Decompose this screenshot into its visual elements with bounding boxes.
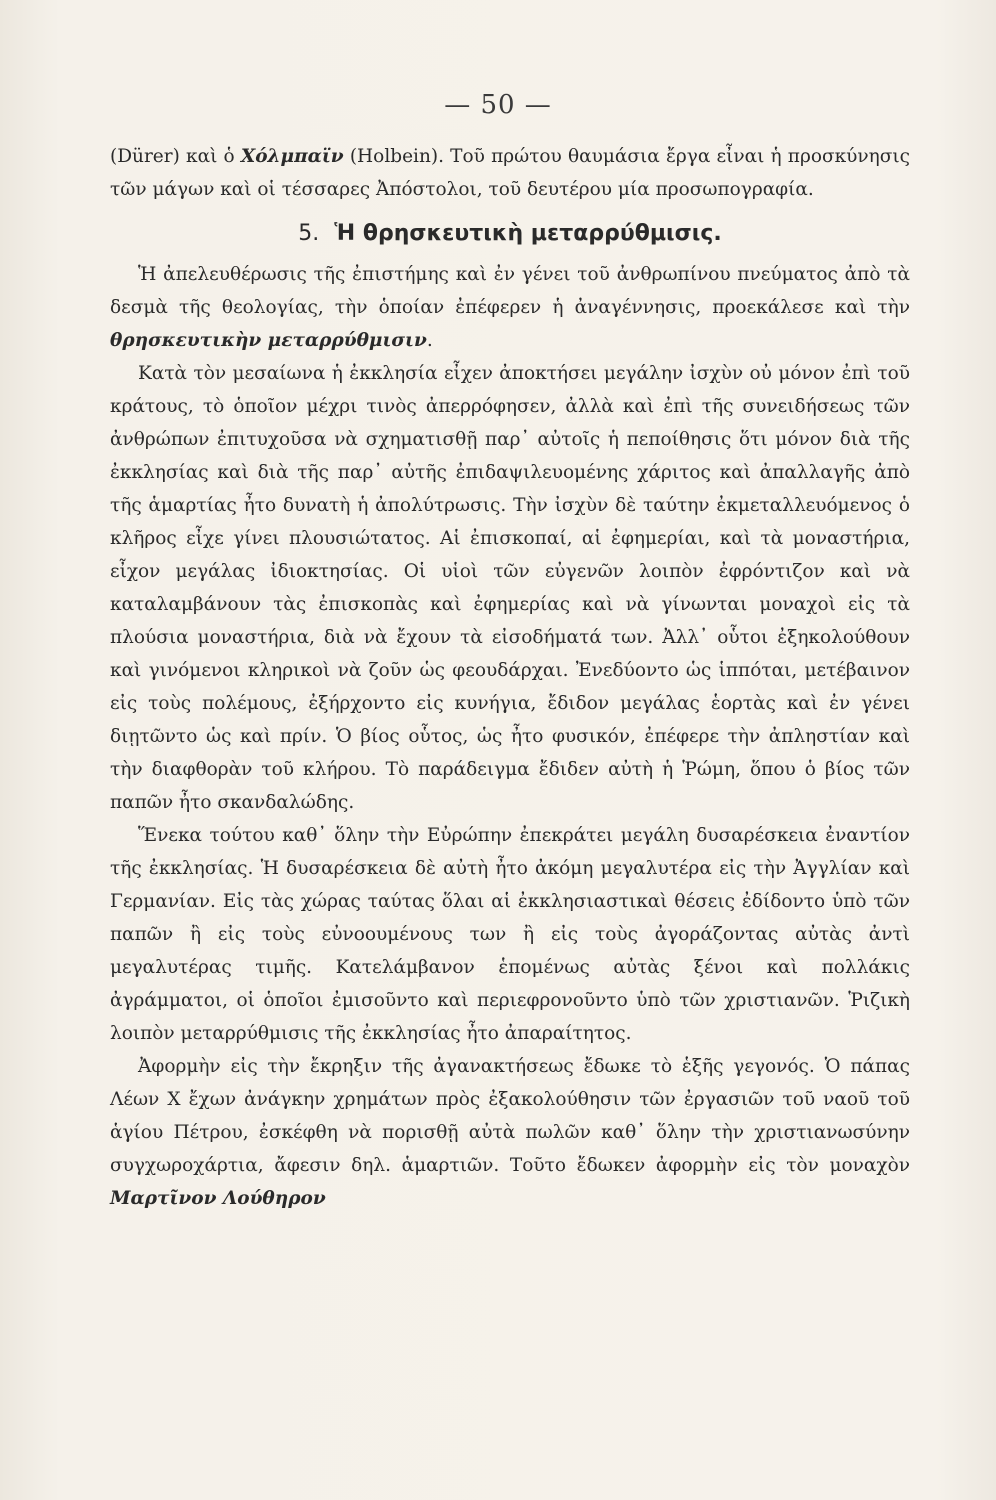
page-body	[110, 140, 910, 1215]
opening-emphasis: Χόλμπαϊν	[240, 146, 344, 167]
section-number: 5.	[298, 221, 320, 246]
paragraph-4	[110, 1050, 910, 1215]
paragraph-1-text: Ἡ ἀπελευθέρωσις τῆς ἐπιστήμης καὶ ἐν γένει τοῦ ἀνθρωπίνου πνεύματος ἀπὸ τὰ δεσμὰ τῆς θεολογίας, τὴν ὁποίαν ἐπέφερεν ἡ ἀναγέννησις, προεκάλεσε καὶ τὴν	[110, 264, 910, 318]
paragraph-1-emphasis: θρησκευτικὴν μεταρρύθμισιν	[110, 330, 427, 351]
paragraph-1	[110, 258, 910, 357]
paragraph-2: Κατὰ τὸν μεσαίωνα ἡ ἐκκλησία εἶχεν ἀποκτήσει μεγάλην ἰσχὺν οὐ μόνον ἐπὶ τοῦ κράτους, τὸ ὁποῖον μέχρι τινὸς ἀπερρόφησεν, ἀλλὰ καὶ ἐπὶ τῆς συνειδήσεως τῶν ἀνθρώπων ἐπιτυχοῦσα νὰ σχηματισθῇ παρ᾽ αὐτοῖς ἡ πεποίθησις ὅτι μόνον διὰ τῆς ἐκκλησίας καὶ διὰ τῆς παρ᾽ αὐτῆς ἐπιδαψιλευομένης χάριτος καὶ ἀπαλλαγῆς ἀπὸ τῆς ἁμαρτίας ἦτο δυνατὴ ἡ ἀπολύτρωσις. Τὴν ἰσχὺν δὲ ταύτην ἐκμεταλλευόμενος ὁ κλῆρος εἶχε γίνει πλουσιώτατος. Αἱ ἐπισκοπαί, αἱ ἐφημερίαι, καὶ τὰ μοναστήρια, εἶχον μεγάλας ἰδιοκτησίας. Οἱ υἱοὶ τῶν εὐγενῶν λοιπὸν ἐφρόντιζον καὶ νὰ καταλαμβάνουν τὰς ἐπισκοπὰς καὶ ἐφημερίας καὶ νὰ γίνωνται μοναχοὶ εἰς τὰ πλούσια μοναστήρια, διὰ νὰ ἔχουν τὰ εἰσοδήματά των. Ἀλλ᾽ οὗτοι ἐξηκολούθουν καὶ γινόμενοι κληρικοὶ νὰ ζοῦν ὡς φεουδάρχαι. Ἐνεδύοντο ὡς ἱππόται, μετέβαινον εἰς τοὺς πολέμους, ἐξήρχοντο εἰς κυνήγια, ἔδιδον μεγάλας ἑορτὰς καὶ ἐν γένει διῃτῶντο ὡς καὶ πρίν. Ὁ βίος οὗτος, ὡς ἦτο φυσικόν, ἐπέφερε τὴν ἀπληστίαν καὶ τὴν διαφθορὰν τοῦ κλήρου. Τὸ παράδειγμα ἔδιδεν αὐτὴ ἡ Ῥώμη, ὅπου ὁ βίος τῶν παπῶν ἦτο σκανδαλώδης.	[110, 363, 910, 813]
section-title: Ἡ θρησκευτικὴ μεταρρύθμισις.	[334, 221, 722, 246]
opening-text-start: (Dürer) καὶ ὁ	[110, 146, 241, 167]
page-number: — 50 —	[444, 90, 552, 120]
opening-paragraph	[110, 140, 910, 206]
opening-text-end: (Holbein). Τοῦ πρώτου θαυμάσια ἔργα εἶναι ἡ προσκύνησις τῶν μάγων καὶ οἱ τέσσαρες Ἀπόστολοι, τοῦ δευτέρου μία προσωπογραφία.	[110, 146, 910, 200]
paragraph-3: Ἕνεκα τούτου καθ᾽ ὅλην τὴν Εὐρώπην ἐπεκράτει μεγάλη δυσαρέσκεια ἐναντίον τῆς ἐκκλησίας. Ἡ δυσαρέσκεια δὲ αὐτὴ ἦτο ἀκόμη μεγαλυτέρα εἰς τὴν Ἀγγλίαν καὶ Γερμανίαν. Εἰς τὰς χώρας ταύτας ὅλαι αἱ ἐκκλησιαστικαὶ θέσεις ἐδίδοντο ὑπὸ τῶν παπῶν ἢ εἰς τοὺς εὐνοουμένους των ἢ εἰς τοὺς ἀγοράζοντας αὐτὰς ἀντὶ μεγαλυτέρας τιμῆς. Κατελάμβανον ἑπομένως αὐτὰς ξένοι καὶ πολλάκις ἀγράμματοι, οἱ ὁποῖοι ἐμισοῦντο καὶ περιεφρονοῦντο ὑπὸ τῶν χριστιανῶν. Ῥιζικὴ λοιπὸν μεταρρύθμισις τῆς ἐκκλησίας ἦτο ἀπαραίτητος.	[110, 825, 910, 1044]
paragraph-4-emphasis: Μαρτῖνον Λούθηρον	[110, 1188, 326, 1209]
paragraph-4-text: Ἀφορμὴν εἰς τὴν ἔκρηξιν τῆς ἀγανακτήσεως ἔδωκε τὸ ἑξῆς γεγονός. Ὁ πάπας Λέων Χ ἔχων ἀνάγκην χρημάτων πρὸς ἐξακολούθησιν τῶν ἐργασιῶν τοῦ ναοῦ τοῦ ἁγίου Πέτρου, ἐσκέφθη νὰ πορισθῇ αὐτὰ πωλῶν καθ᾽ ὅλην τὴν χριστιανωσύνην συγχωροχάρτια, ἄφεσιν δηλ. ἁμαρτιῶν. Τοῦτο ἔδωκεν ἀφορμὴν εἰς τὸν μοναχὸν	[110, 1056, 910, 1176]
section-heading	[110, 216, 910, 252]
paragraph-1-end: .	[426, 330, 433, 351]
